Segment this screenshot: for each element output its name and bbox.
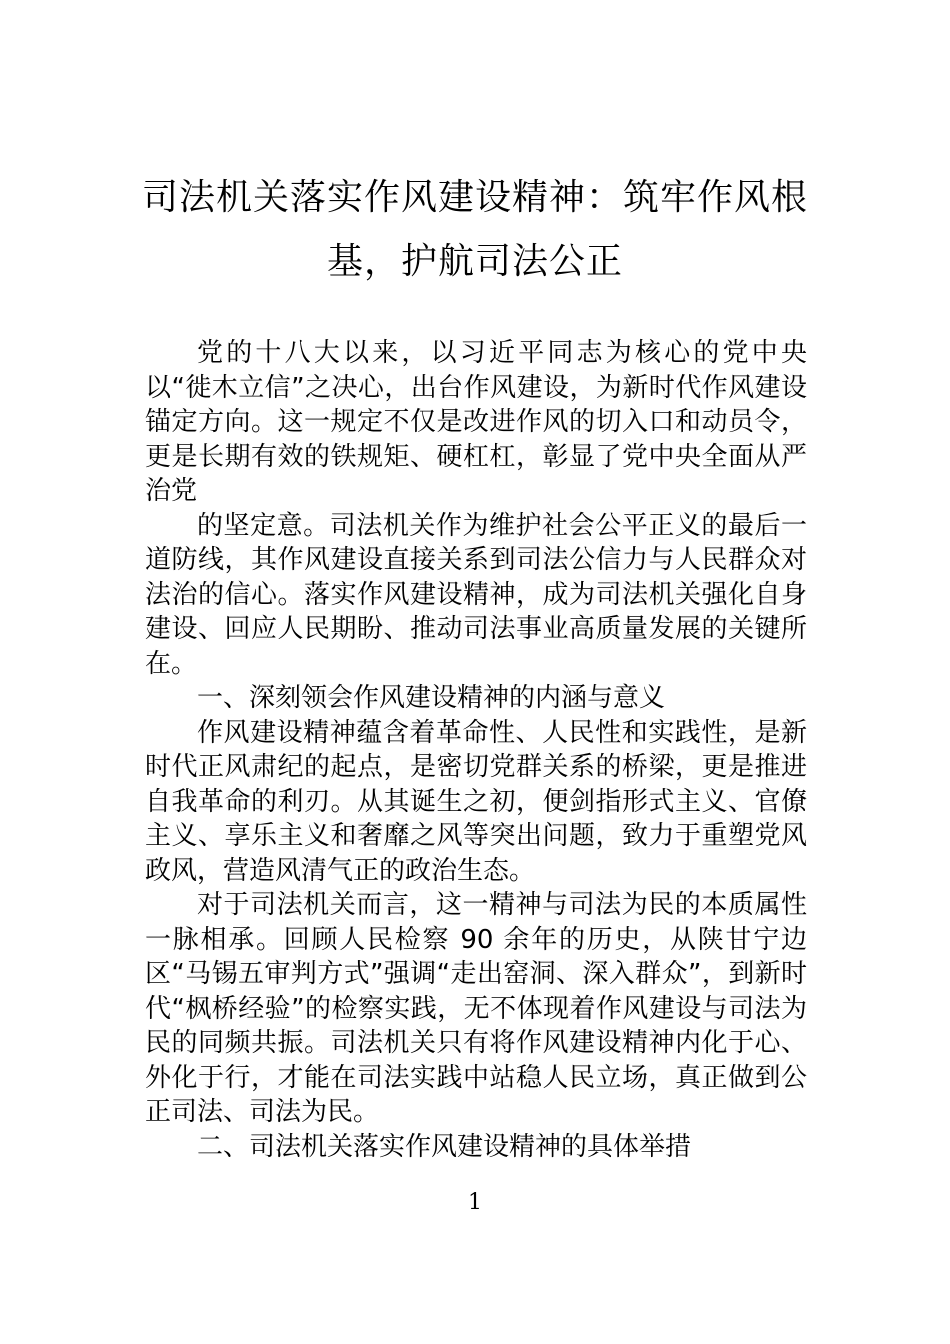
paragraph-intro: 党的十八大以来，以习近平同志为核心的党中央以“徙木立信”之决心，出台作风建设，为新时代作风建设锚定方向。这一规定不仅是改进作风的切入口和动员令，更是长期有效的铁规矩、硬杠杠，彰显了党中央全面从严治党 <box>145 338 807 506</box>
document-title <box>130 166 820 294</box>
paragraph-section-1b: 对于司法机关而言，这一精神与司法为民的本质属性一脉相承。回顾人民检察 90 余年的历史，从陕甘宁边区“马锡五审判方式”强调“走出窑洞、深入群众”，到新时代“枫桥经验”的检察实践，无不体现着作风建设与司法为民的同频共振。司法机关只有将作风建设精神内化于心、外化于行，才能在司法实践中站稳人民立场，真正做到公正司法、司法为民。 <box>145 890 807 1127</box>
title-line-2: 基，护航司法公正 <box>326 241 623 282</box>
document-body <box>145 336 807 1164</box>
paragraph-section-1a: 作风建设精神蕴含着革命性、人民性和实践性，是新时代正风肃纪的起点，是密切党群关系的桥梁，更是推进自我革命的利刃。从其诞生之初，便剑指形式主义、官僚主义、享乐主义和奢靡之风等突出问题，致力于重塑党风政风，营造风清气正的政治生态。 <box>145 717 807 886</box>
title-line-1: 司法机关落实作风建设精神：筑牢作风根 <box>141 177 808 218</box>
section-heading-2: 二、司法机关落实作风建设精神的具体举措 <box>197 1131 692 1162</box>
paragraph-continuation: 的坚定意。司法机关作为维护社会公平正义的最后一道防线，其作风建设直接关系到司法公信力与人民群众对法治的信心。落实作风建设精神，成为司法机关强化自身建设、回应人民期盼、推动司法事业高质量发展的关键所在。 <box>145 510 807 679</box>
section-heading-1: 一、深刻领会作风建设精神的内涵与意义 <box>197 683 666 713</box>
page-number: 1 <box>468 1190 482 1215</box>
